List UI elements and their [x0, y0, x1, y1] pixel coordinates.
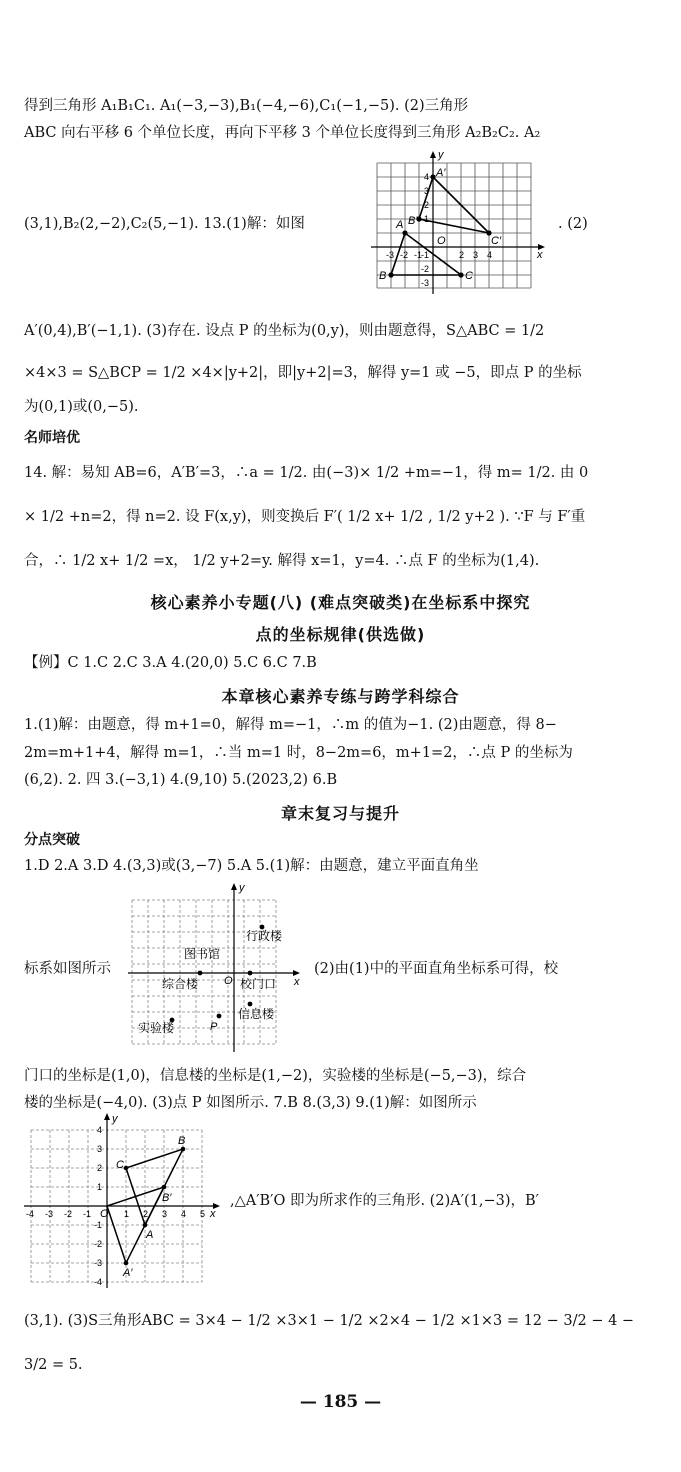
answer-line-19: (3,1). (3)S三角形ABC = 3×4 − 1/2 ×3×1 − 1/2 ×2×4 − 1/2 ×1×3 = 12 − 3/2 − 4 − — [24, 1313, 635, 1329]
answer-line-2: ABC 向右平移 6 个单位长度，再向下平移 3 个单位长度得到三角形 A₂B₂C₂. A₂ — [24, 125, 541, 141]
tick-x-3: 3 — [162, 1209, 168, 1219]
answer-line-3b: . (2) — [558, 216, 588, 232]
tick-y-minus-1: -1 — [421, 250, 430, 260]
tick-y-minus-1: -1 — [94, 1220, 103, 1230]
tick-y-minus-4: -4 — [94, 1277, 103, 1287]
figure-9-triangle-grid — [20, 1110, 225, 1292]
label-x-axis: x — [537, 249, 543, 261]
answer-line-12: 2m=m+1+4，解得 m=1，∴当 m=1 时，8−2m=6，m+1=2，∴点 P 的坐标为 — [24, 745, 573, 761]
tick-x-minus-4: -4 — [26, 1209, 35, 1219]
answer-line-3a: (3,1),B₂(2,−2),C₂(5,−1). 13.(1)解：如图 — [24, 216, 305, 232]
triangle-abc — [126, 1149, 183, 1225]
page-number: — 185 — — [299, 1392, 382, 1412]
tick-y-3: 3 — [424, 186, 430, 196]
label-origin: O — [224, 975, 233, 987]
label-a-prime: A′ — [436, 167, 446, 179]
answer-line-8: × 1/2 +n=2，得 n=2. 设 F(x,y)，则变换后 F′( 1/2 x+ 1/2 , 1/2 y+2 ). ∵F 与 F′重 — [24, 509, 586, 525]
figure-5-campus-map — [126, 880, 306, 1054]
tick-y-minus-2: -2 — [94, 1239, 103, 1249]
answer-line-17: 楼的坐标是(−4,0). (3)点 P 如图所示. 7.B 8.(3,3) 9.(1)解：如图所示 — [24, 1095, 477, 1111]
tick-x-2: 2 — [459, 250, 465, 260]
answer-line-6: 为(0,1)或(0,−5). — [24, 399, 139, 415]
answer-line-13: (6,2). 2. 四 3.(−3,1) 4.(9,10) 5.(2023,2) 6.B — [24, 772, 338, 788]
answer-line-14: 1.D 2.A 3.D 4.(3,3)或(3,−7) 5.A 5.(1)解：由题意，建立平面直角坐 — [24, 858, 479, 874]
label-c-prime: C′ — [491, 235, 502, 247]
label-a: A — [396, 219, 404, 231]
tick-y-minus-3: -3 — [421, 278, 430, 288]
section-mingshi-peiyou: 名师培优 — [24, 430, 80, 446]
label-c: C — [116, 1159, 124, 1171]
label-b: B — [379, 270, 387, 282]
answer-line-11: 1.(1)解：由题意，得 m+1=0，解得 m=−1，∴m 的值为−1. (2)由题意，得 8− — [24, 717, 557, 733]
tick-y-2: 2 — [97, 1163, 103, 1173]
tick-y-4: 4 — [424, 172, 430, 182]
tick-y-1: 1 — [424, 214, 430, 224]
heading-chapter-review: 章末复习与提升 — [280, 804, 400, 823]
label-y-axis: y — [112, 1113, 118, 1125]
tick-x-minus-3: -3 — [386, 250, 395, 260]
answer-line-10: 【例】C 1.C 2.C 3.A 4.(20,0) 5.C 6.C 7.B — [24, 655, 317, 671]
label-c: C — [465, 270, 473, 282]
tick-y-2: 2 — [424, 200, 430, 210]
label-comprehensive-building: 综合楼 — [162, 977, 199, 991]
tick-x-minus-2: -2 — [64, 1209, 73, 1219]
answer-line-4: A′(0,4),B′(−1,1). (3)存在. 设点 P 的坐标为(0,y)，则由题意得，S△ABC = 1/2 — [24, 323, 545, 339]
tick-x-minus-1: -1 — [83, 1209, 92, 1219]
label-library: 图书馆 — [184, 947, 221, 961]
tick-x-1: 1 — [124, 1209, 130, 1219]
section-fendian-tupo: 分点突破 — [24, 832, 80, 848]
label-x-axis: x — [210, 1208, 216, 1220]
tick-x-3: 3 — [473, 250, 479, 260]
label-y-axis: y — [438, 149, 444, 161]
label-b-prime: B′ — [162, 1192, 172, 1204]
answer-line-16: 门口的坐标是(1,0)，信息楼的坐标是(1,−2)，实验楼的坐标是(−5,−3)，综合 — [24, 1068, 527, 1084]
label-a-prime: A′ — [123, 1267, 133, 1279]
figure-13-coordinate-grid — [365, 148, 550, 296]
answer-line-9: 合，∴ 1/2 x+ 1/2 =x， 1/2 y+2=y. 解得 x=1，y=4. ∴点 F 的坐标为(1,4). — [24, 553, 540, 569]
heading-core-topic-line-2: 点的坐标规律(供选做) — [255, 625, 426, 644]
answer-line-15a: 标系如图所示 — [24, 961, 111, 977]
label-school-gate: 校门口 — [240, 977, 277, 991]
label-b-prime: B′ — [408, 215, 418, 227]
heading-core-topic-line-1: 核心素养小专题(八) (难点突破类)在坐标系中探究 — [150, 593, 531, 612]
answer-line-20: 3/2 = 5. — [24, 1357, 83, 1373]
tick-y-1: 1 — [97, 1182, 103, 1192]
answer-line-15b: (2)由(1)中的平面直角坐标系可得，校 — [314, 961, 559, 977]
tick-x-minus-2: -2 — [400, 250, 409, 260]
label-admin-building: 行政楼 — [246, 929, 283, 943]
label-x-axis: x — [294, 976, 300, 988]
label-origin: O — [437, 235, 446, 247]
answer-line-18: ,△A′B′O 即为所求作的三角形. (2)A′(1,−3)，B′ — [230, 1193, 539, 1209]
tick-x-minus-3: -3 — [45, 1209, 54, 1219]
answer-line-7: 14. 解：易知 AB=6，A′B′=3，∴a = 1/2. 由(−3)× 1/2 +m=−1，得 m= 1/2. 由 0 — [24, 465, 589, 481]
heading-chapter-core-practice: 本章核心素养专练与跨学科综合 — [221, 687, 460, 706]
answer-line-5: ×4×3 = S△BCP = 1/2 ×4×|y+2|，即|y+2|=3，解得 y=1 或 −5，即点 P 的坐标 — [24, 365, 582, 381]
tick-x-5: 5 — [200, 1209, 206, 1219]
label-b: B — [178, 1135, 186, 1147]
tick-y-4: 4 — [97, 1125, 103, 1135]
tick-y-3: 3 — [97, 1144, 103, 1154]
label-y-axis: y — [239, 882, 245, 894]
label-origin: O — [100, 1208, 109, 1220]
tick-y-minus-2: -2 — [421, 264, 430, 274]
label-info-building: 信息楼 — [238, 1007, 275, 1021]
answer-line-1: 得到三角形 A₁B₁C₁. A₁(−3,−3),B₁(−4,−6),C₁(−1,−5). (2)三角形 — [24, 98, 469, 114]
tick-x-2: 2 — [143, 1209, 149, 1219]
label-a: A — [146, 1229, 154, 1241]
tick-x-4: 4 — [181, 1209, 187, 1219]
tick-x-minus-1: -1 — [414, 250, 423, 260]
tick-x-4: 4 — [487, 250, 493, 260]
tick-y-minus-3: -3 — [94, 1258, 103, 1268]
label-lab-building: 实验楼 — [138, 1021, 175, 1035]
label-point-p: P — [210, 1021, 218, 1033]
